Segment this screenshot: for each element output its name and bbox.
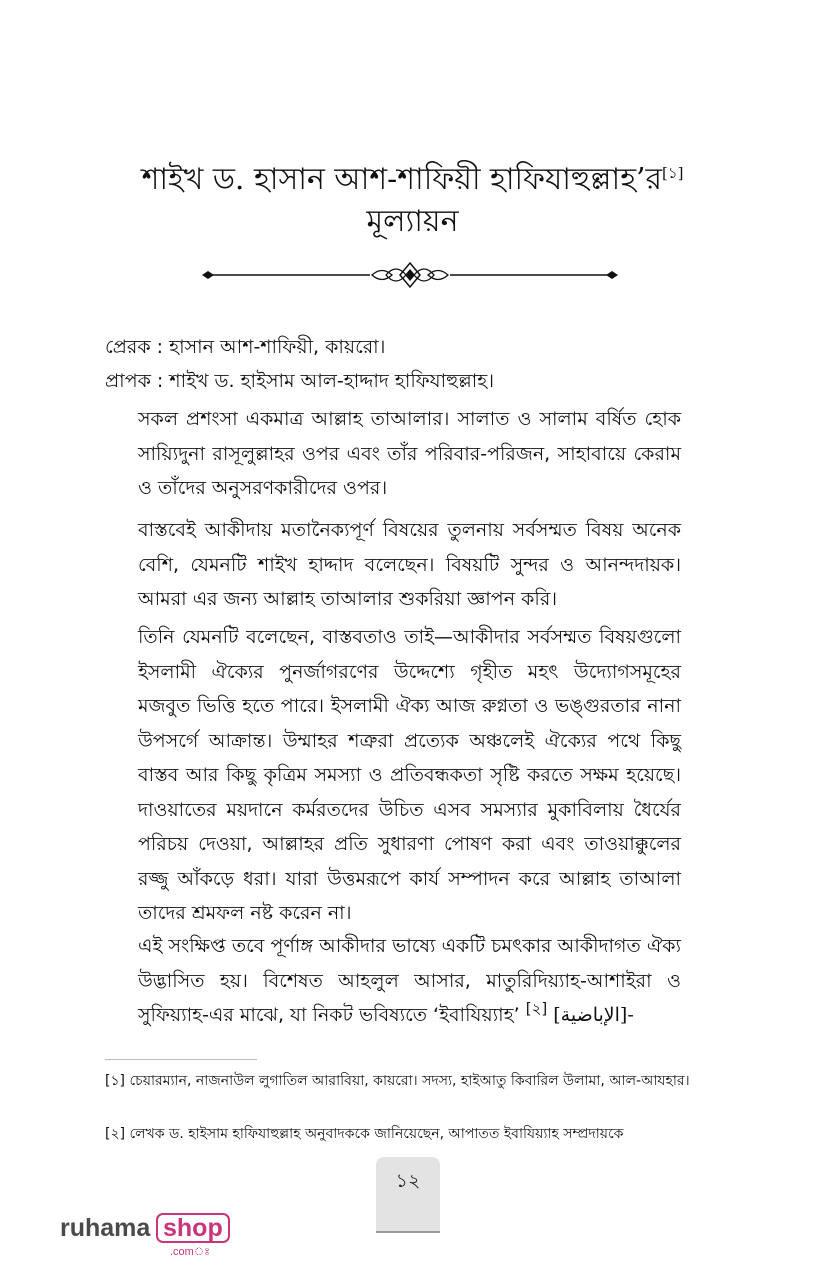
recipient-line: প্রাপক : শাইখ ড. হাইসাম আল-হাদ্দাদ হাফিযাহুল্লাহ। — [105, 370, 495, 392]
paragraph-3: তিনি যেমনটি বলেছেন, বাস্তবতাও তাই—আকীদার সর্বসম্মত বিষয়গুলো ইসলামী ঐক্যের পুনর্জাগরণের উদ্দেশ্যে গৃহীত মহৎ উদ্যোগসমূহের মজবুত ভিত্তি হতে পারে। ইসলামী ঐক্য আজ রুগ্নতা ও ভঙ্গুরতার নানা উপসর্গে আক্রান্ত। উম্মাহর শত্রুরা প্রত্যেক অঞ্চলেই ঐক্যের পথে কিছু বাস্তব আর কিছু কৃত্রিম সমস্যা ও প্রতিবন্ধকতা সৃষ্টি করতে সক্ষম হয়েছে। দাওয়াতের ময়দানে কর্মরতদের উচিত এসব সমস্যার মুকাবিলায় ধৈর্যের পরিচয় দেওয়া, আল্লাহর প্রতি সুধারণা পোষণ করা এবং তাওয়াক্কুলের রজ্জু আঁকড়ে ধরা। যারা উত্তমরূপে কার্য সম্পাদন করে আল্লাহ তাআলা তাদের শ্রমফল নষ্ট করেন না। — [138, 626, 681, 924]
footnote-ref-2[interactable]: [২] — [525, 999, 548, 1018]
page-title-line-2: মূল্যায়ন — [366, 204, 459, 239]
ornamental-divider — [200, 258, 620, 292]
page-title-line-1 — [0, 158, 825, 202]
logo-word: ruhama — [60, 1214, 151, 1242]
sender-line: প্রেরক : হাসান আশ-শাফিয়ী, কায়রো। — [105, 336, 386, 358]
title-text: শাইখ ড. হাসান আশ-শাফিয়ী হাফিযাহুল্লাহ’র — [141, 162, 662, 197]
logo-shop-badge: shop — [156, 1213, 230, 1243]
footnote-1: [১] চেয়ারম্যান, নাজনাউল লুগাতিল আরাবিয়া, কায়রো। সদস্য, হাইআতু কিবারিল উলামা, আল-আযহার। — [105, 1073, 690, 1089]
footnote-separator — [105, 1059, 257, 1060]
footnote-2: [২] লেখক ড. হাইসাম হাফিযাহুল্লাহ অনুবাদককে জানিয়েছেন, আপাতত ইবাযিয়্যাহ সম্প্রদায়কে — [105, 1126, 624, 1142]
paragraph-4-text: এই সংক্ষিপ্ত তবে পূর্ণাঙ্গ আকীদার ভাষ্যে একটি চমৎকার আকীদাগত ঐক্য উদ্ভাসিত হয়। বিশেষত আহলুল আসার, মাতুরিদিয়্যাহ-আশাইরা ও সুফিয়্যাহ-এর মাঝে, যা নিকট ভবিষ্যতে ‘ইবাযিয়্যাহ’ — [138, 935, 681, 1026]
title-footnote-ref[interactable]: [১] — [662, 164, 684, 182]
page-number-tab — [376, 1157, 440, 1233]
paragraph-1: সকল প্রশংসা একমাত্র আল্লাহ তাআলার। সালাত ও সালাম বর্ষিত হোক সায়্যিদুনা রাসূলুল্লাহর ওপর এবং তাঁর পরিবার-পরিজন, সাহাবায়ে কেরাম ও তাঁদের অনুসরণকারীদের ওপর। — [138, 408, 681, 499]
arabic-term: [الإباضية]- — [553, 1004, 634, 1026]
paragraph-4 — [138, 929, 681, 1033]
page-number: ১২ — [395, 1170, 421, 1192]
logo-domain: .comঃ — [170, 1246, 211, 1258]
ruhamashop-logo — [60, 1212, 230, 1262]
paragraph-2: বাস্তবেই আকীদায় মতানৈক্যপূর্ণ বিষয়ের তুলনায় সর্বসম্মত বিষয় অনেক বেশি, যেমনটি শাইখ হাদ্দাদ বলেছেন। বিষয়টি সুন্দর ও আনন্দদায়ক। আমরা এর জন্য আল্লাহ তাআলার শুকরিয়া জ্ঞাপন করি। — [138, 519, 681, 610]
